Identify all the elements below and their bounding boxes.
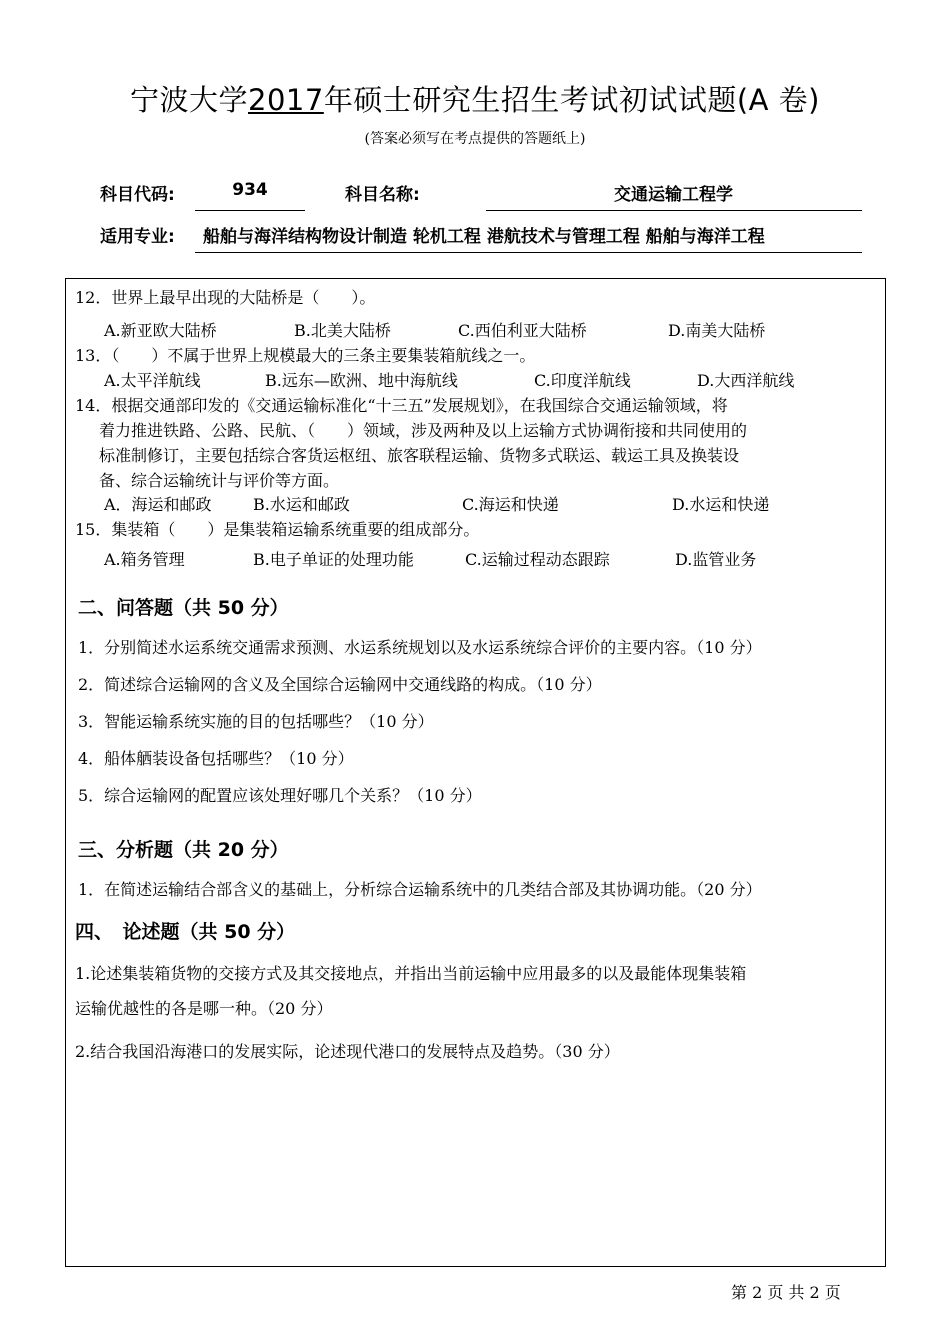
title-prefix: 宁波大学 xyxy=(129,83,248,117)
question-13: 13．（ ）不属于世界上规模最大的三条主要集装箱航线之一。 xyxy=(75,346,536,365)
q14-option-b: B.水运和邮政 xyxy=(253,495,350,514)
subject-name-value: 交通运输工程学 xyxy=(614,185,733,205)
section-2-item-3: 3．智能运输系统实施的目的包括哪些？（10 分） xyxy=(78,712,434,731)
q14-option-a: A．海运和邮政 xyxy=(104,495,212,514)
title-suffix: 年硕士研究生招生考试初试试题(A 卷) xyxy=(323,83,820,117)
major-underline xyxy=(195,252,862,253)
section-3-heading: 三、分析题（共 20 分） xyxy=(78,839,289,861)
section-4-q1-line-2: 运输优越性的各是哪一种。（20 分） xyxy=(75,999,333,1018)
section-3-item-1: 1．在简述运输结合部含义的基础上，分析综合运输系统中的几类结合部及其协调功能。（20 分） xyxy=(78,880,762,899)
major-label: 适用专业: xyxy=(100,227,175,247)
exam-title xyxy=(0,78,950,119)
q14-option-c: C.海运和快递 xyxy=(462,495,559,514)
section-2-heading: 二、问答题（共 50 分） xyxy=(78,597,289,619)
q15-option-b: B.电子单证的处理功能 xyxy=(253,550,414,569)
q13-option-d: D.大西洋航线 xyxy=(697,371,795,390)
question-12: 12．世界上最早出现的大陆桥是（ ）。 xyxy=(75,288,376,307)
question-14-line-2: 着力推进铁路、公路、民航、（ ）领域，涉及两种及以上运输方式协调衔接和共同使用的 xyxy=(99,421,748,440)
q13-option-b: B.远东—欧洲、地中海航线 xyxy=(265,371,458,390)
section-4-q1-line-1: 1.论述集装箱货物的交接方式及其交接地点，并指出当前运输中应用最多的以及最能体现集装箱 xyxy=(75,964,747,983)
question-14-line-4: 备、综合运输统计与评价等方面。 xyxy=(99,471,340,490)
q15-option-d: D.监管业务 xyxy=(675,550,757,569)
section-4-q2: 2.结合我国沿海港口的发展实际，论述现代港口的发展特点及趋势。（30 分） xyxy=(75,1042,620,1061)
subject-code-underline xyxy=(195,210,305,211)
q14-option-d: D.水运和快递 xyxy=(672,495,770,514)
q13-option-c: C.印度洋航线 xyxy=(534,371,631,390)
q15-option-a: A.箱务管理 xyxy=(104,550,185,569)
subject-code-label: 科目代码: xyxy=(100,185,175,205)
question-14-line-3: 标准制修订，主要包括综合客货运枢纽、旅客联程运输、货物多式联运、载运工具及换装设 xyxy=(99,446,740,465)
section-2-item-2: 2．简述综合运输网的含义及全国综合运输网中交通线路的构成。（10 分） xyxy=(78,675,602,694)
major-value: 船舶与海洋结构物设计制造 轮机工程 港航技术与管理工程 船舶与海洋工程 xyxy=(203,227,765,247)
q12-option-d: D.南美大陆桥 xyxy=(668,321,766,340)
q12-option-c: C.西伯利亚大陆桥 xyxy=(458,321,587,340)
question-14-line-1: 14．根据交通部印发的《交通运输标准化“十三五”发展规划》，在我国综合交通运输领域，将 xyxy=(75,396,728,415)
section-2-item-1: 1．分别简述水运系统交通需求预测、水运系统规划以及水运系统综合评价的主要内容。（10 分） xyxy=(78,638,762,657)
q12-option-b: B.北美大陆桥 xyxy=(294,321,391,340)
section-2-item-4: 4．船体舾装设备包括哪些？（10 分） xyxy=(78,749,354,768)
page-number: 第 2 页 共 2 页 xyxy=(731,1283,841,1302)
subject-name-label: 科目名称: xyxy=(345,185,420,205)
answer-note: (答案必须写在考点提供的答题纸上) xyxy=(364,131,586,147)
question-15: 15．集装箱（ ）是集装箱运输系统重要的组成部分。 xyxy=(75,520,480,539)
section-2-item-5: 5．综合运输网的配置应该处理好哪几个关系？（10 分） xyxy=(78,786,482,805)
section-4-heading: 四、 论述题（共 50 分） xyxy=(75,921,296,943)
q15-option-c: C.运输过程动态跟踪 xyxy=(465,550,610,569)
q13-option-a: A.太平洋航线 xyxy=(104,371,201,390)
title-year: 2017 xyxy=(248,83,324,117)
subject-code-value: 934 xyxy=(232,180,268,200)
subject-name-underline xyxy=(486,210,862,211)
q12-option-a: A.新亚欧大陆桥 xyxy=(104,321,217,340)
